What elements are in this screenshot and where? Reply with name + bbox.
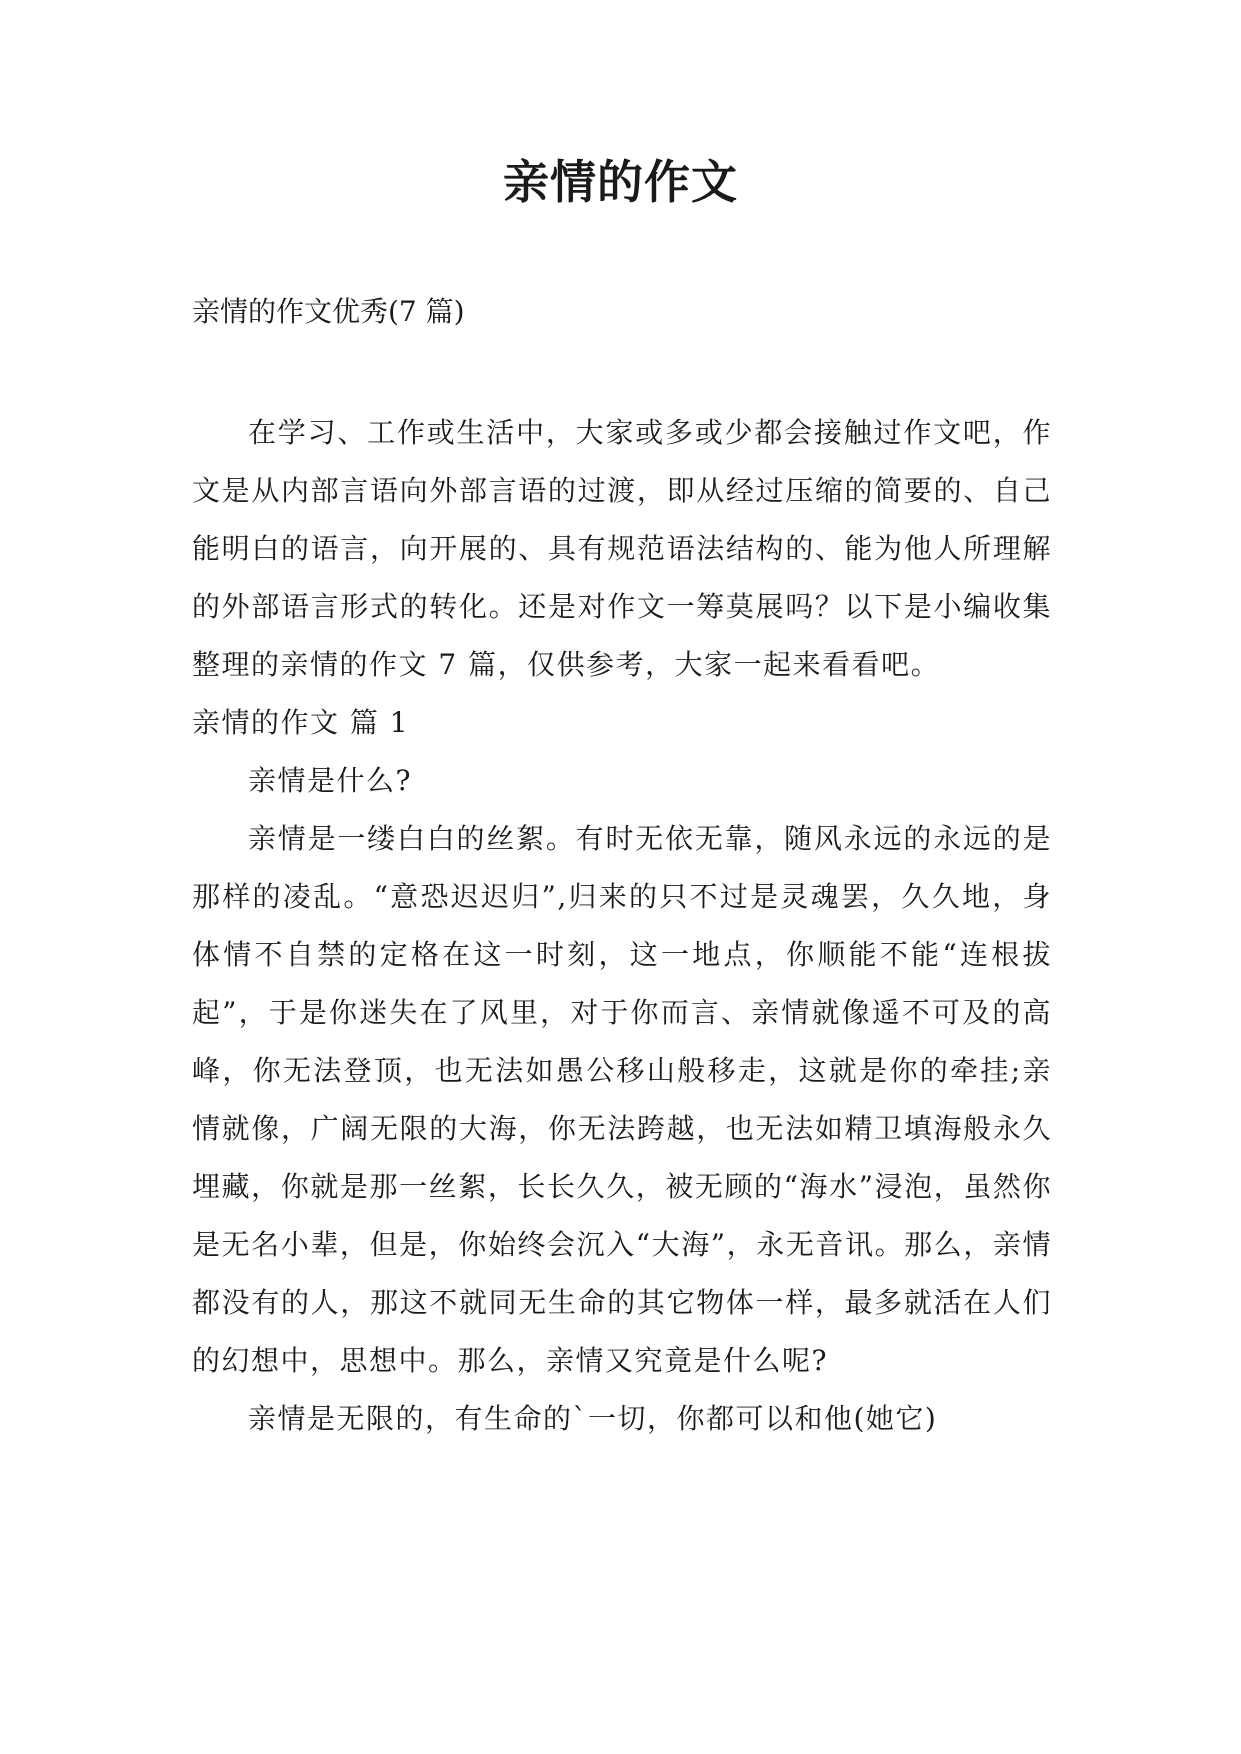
document-body (192, 404, 1052, 1448)
document-subtitle: 亲情的作文优秀(7 篇) (192, 295, 465, 328)
intro-paragraph: 在学习、工作或生活中，大家或多或少都会接触过作文吧，作文是从内部言语向外部言语的过渡，即从经过压缩的简要的、自己能明白的语言，向开展的、具有规范语法结构的、能为他人所理解的外部语言形式的转化。还是对作文一筹莫展吗？以下是小编收集整理的亲情的作文 7 篇，仅供参考，大家一起来看看吧。 (192, 416, 1052, 681)
body-paragraph: 亲情是什么? (248, 764, 413, 797)
body-paragraph: 亲情是无限的，有生命的`一切，你都可以和他(她它) (248, 1402, 938, 1435)
document-title: 亲情的作文 (503, 155, 738, 209)
body-paragraph: 亲情是一缕白白的丝絮。有时无依无靠，随风永远的永远的是那样的凌乱。“意恐迟迟归”,归来的只不过是灵魂罢，久久地，身体情不自禁的定格在这一时刻，这一地点，你顺能不能“连根拔起”，于是你迷失在了风里，对于你而言、亲情就像遥不可及的高峰，你无法登顶，也无法如愚公移山般移走，这就是你的牵挂;亲情就像，广阔无限的大海，你无法跨越，也无法如精卫填海般永久埋藏，你就是那一丝絮，长长久久，被无顾的“海水”浸泡，虽然你是无名小辈，但是，你始终会沉入“大海”，永无音讯。那么，亲情都没有的人，那这不就同无生命的其它物体一样，最多就活在人们的幻想中，思想中。那么，亲情又究竟是什么呢? (192, 822, 1052, 1377)
section-heading: 亲情的作文 篇 1 (192, 706, 410, 739)
